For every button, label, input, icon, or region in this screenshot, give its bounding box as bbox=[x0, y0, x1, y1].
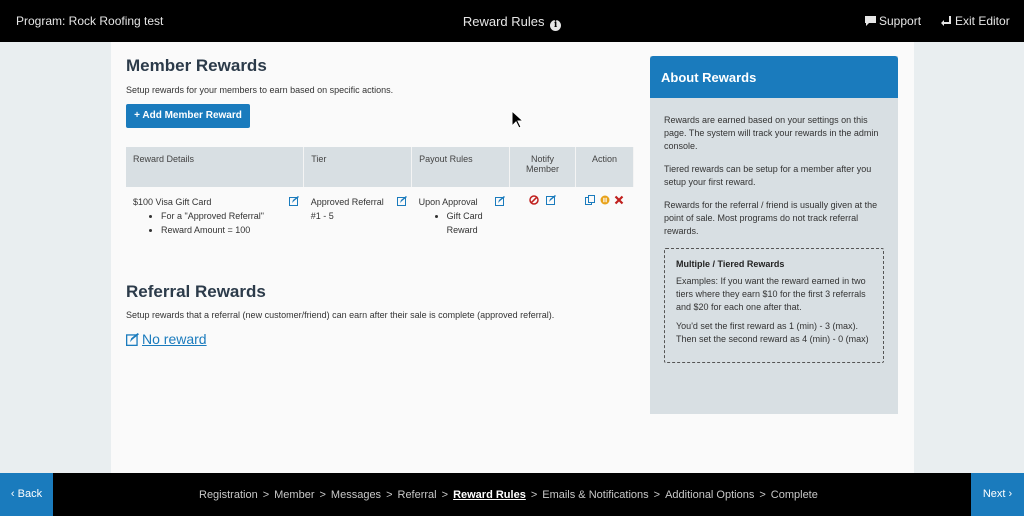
tiered-rewards-title: Multiple / Tiered Rewards bbox=[676, 259, 785, 269]
about-paragraph-2: Tiered rewards can be setup for a member after you setup your first reward. bbox=[664, 164, 872, 187]
payout-text: Upon Approval bbox=[418, 197, 478, 207]
page-title-text: Reward Rules bbox=[462, 14, 545, 29]
tiered-rewards-box bbox=[664, 248, 884, 363]
step-reward-rules[interactable]: Reward Rules bbox=[453, 489, 526, 501]
member-rewards-description: Setup rewards for your members to earn based on specific actions. bbox=[126, 85, 394, 95]
step-registration[interactable]: Registration bbox=[199, 489, 258, 501]
col-payout-rules: Payout Rules bbox=[412, 147, 510, 187]
col-reward-details: Reward Details bbox=[126, 147, 304, 187]
chat-icon bbox=[865, 16, 876, 26]
step-referral[interactable]: Referral bbox=[397, 489, 437, 501]
about-rewards-panel bbox=[650, 56, 898, 414]
next-button[interactable]: Next › bbox=[971, 473, 1024, 516]
back-label: Back bbox=[17, 488, 43, 500]
step-messages[interactable]: Messages bbox=[330, 489, 382, 501]
notify-cell bbox=[510, 187, 576, 245]
reward-bullet-1: • For a "Approved Referral" bbox=[161, 209, 297, 223]
next-label: Next bbox=[982, 488, 1006, 500]
wizard-steps: Registration > Member > Messages > Referral > Reward Rules > Emails & Notifications > Additional Options > Complete bbox=[199, 489, 818, 501]
delete-icon[interactable] bbox=[614, 195, 624, 207]
mouse-cursor-icon bbox=[511, 110, 523, 134]
col-notify-member: Notify Member bbox=[510, 147, 576, 187]
tier-text: Approved Referral #1 - 5 bbox=[310, 197, 384, 221]
member-rewards-table bbox=[126, 147, 634, 245]
step-complete[interactable]: Complete bbox=[770, 489, 818, 501]
add-member-reward-button[interactable]: + Add Member Reward bbox=[126, 104, 250, 128]
col-action: Action bbox=[576, 147, 634, 187]
edit-icon[interactable] bbox=[546, 195, 556, 207]
referral-rewards-heading: Referral Rewards bbox=[126, 282, 266, 301]
copy-icon[interactable] bbox=[585, 195, 595, 207]
no-reward-label: No reward bbox=[142, 331, 207, 347]
notify-disabled-icon[interactable] bbox=[529, 195, 539, 207]
edit-icon[interactable] bbox=[289, 196, 299, 210]
reward-bullet-2: • Reward Amount = 100 bbox=[161, 223, 297, 237]
table-row bbox=[126, 187, 634, 245]
about-rewards-title: About Rewards bbox=[650, 56, 898, 98]
exit-editor-link[interactable] bbox=[941, 14, 1010, 28]
exit-icon bbox=[941, 16, 951, 26]
tiered-rewards-example-1: Examples: If you want the reward earned in two tiers where they earn $10 for the first 3 referrals and $20 for each one after that. bbox=[676, 276, 866, 312]
no-reward-link[interactable] bbox=[126, 331, 207, 347]
info-icon[interactable]: i bbox=[550, 20, 561, 31]
action-cell bbox=[576, 187, 634, 245]
step-additional-options[interactable]: Additional Options bbox=[665, 489, 755, 501]
about-paragraph-3: Rewards for the referral / friend is usually given at the point of sale. Most programs do not track referral rewards. bbox=[664, 200, 878, 236]
step-member[interactable]: Member bbox=[274, 489, 315, 501]
step-emails-notifications[interactable]: Emails & Notifications bbox=[542, 489, 649, 501]
support-label: Support bbox=[879, 14, 922, 28]
support-link[interactable] bbox=[865, 14, 921, 28]
edit-icon[interactable] bbox=[397, 196, 407, 210]
col-tier: Tier bbox=[304, 147, 412, 187]
tier-cell bbox=[304, 187, 412, 245]
reward-name: $100 Visa Gift Card bbox=[133, 197, 212, 207]
payout-cell bbox=[412, 187, 510, 245]
program-name: Program: Rock Roofing test bbox=[16, 14, 164, 28]
top-bar bbox=[0, 0, 1024, 42]
referral-rewards-description: Setup rewards that a referral (new customer/friend) can earn after their sale is complete (approved referral). bbox=[126, 310, 555, 320]
back-button[interactable]: ‹ Back bbox=[0, 473, 53, 516]
tiered-rewards-example-2: You'd set the first reward as 1 (min) - 3 (max). Then set the second reward as 4 (min) - 0 (max) bbox=[676, 321, 869, 344]
edit-icon[interactable] bbox=[495, 196, 505, 210]
edit-icon bbox=[126, 333, 139, 346]
about-paragraph-1: Rewards are earned based on your settings on this page. The system will track your rewards in the admin console. bbox=[664, 115, 879, 151]
reward-details-cell bbox=[126, 187, 304, 245]
exit-editor-label: Exit Editor bbox=[955, 14, 1010, 28]
member-rewards-heading: Member Rewards bbox=[126, 56, 267, 75]
bottom-nav-bar bbox=[0, 473, 1024, 516]
payout-bullet: • Gift Card Reward bbox=[447, 209, 503, 237]
pause-icon[interactable] bbox=[600, 195, 610, 207]
